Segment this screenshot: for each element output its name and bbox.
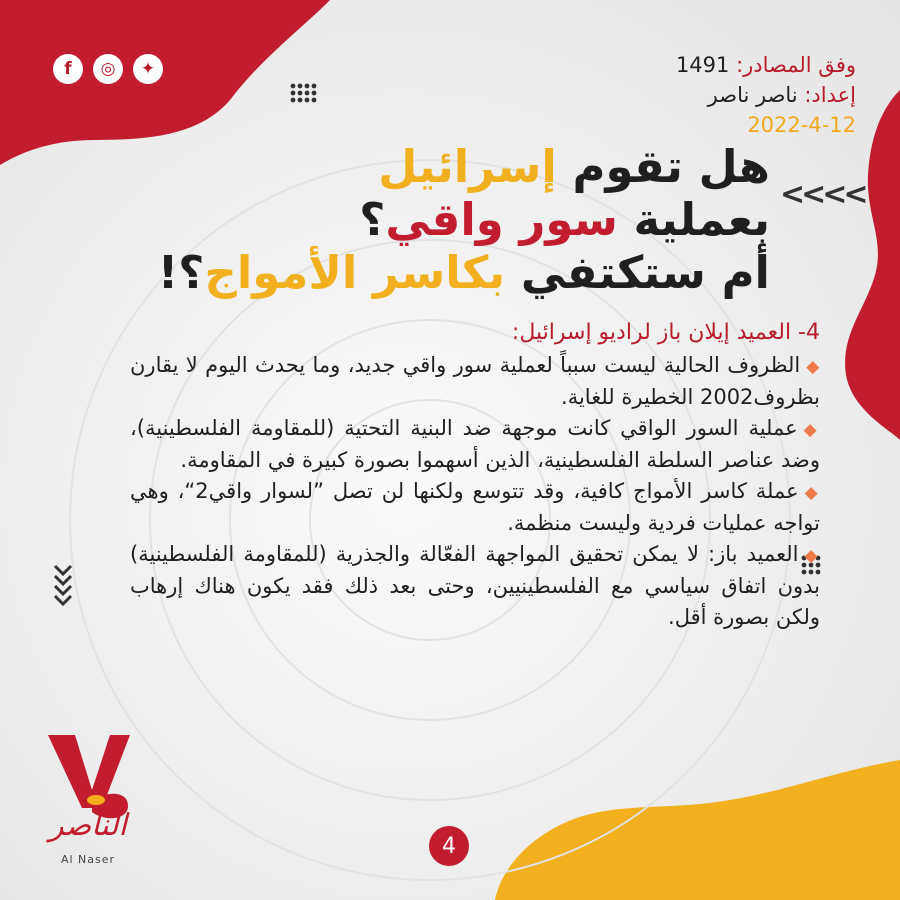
prepared-row: [676, 80, 856, 110]
paragraph-text: عملة كاسر الأمواج كافية، وقد تتوسع ولكنها لن تصل ”لسوار واقي2“، وهي تواجه عمليات فردية وليست منظمة.: [130, 478, 820, 535]
title-line-2: [130, 193, 770, 246]
logo-latin: Al Naser: [60, 853, 116, 866]
title-line-3: [130, 246, 770, 299]
logo-mark: [48, 735, 130, 818]
title-highlight-israel: إسرائيل: [378, 140, 557, 193]
facebook-icon[interactable]: f: [53, 54, 83, 84]
logo-arabic: الناصر: [49, 808, 127, 843]
sources-value: 1491: [675, 53, 730, 77]
chevrons-left-icon: <<<<: [780, 177, 865, 212]
title-text: هل تقوم: [556, 140, 770, 193]
diamond-bullet-icon: ◆: [804, 482, 820, 503]
meta-info: [676, 50, 856, 140]
title-highlight-defensive-shield: سور واقي: [385, 193, 618, 246]
paragraph: [130, 539, 820, 633]
twitter-icon[interactable]: ✦: [133, 54, 163, 84]
yellow-blob-bottom-right: [495, 760, 900, 900]
paragraph: [130, 413, 820, 476]
instagram-icon[interactable]: ◎: [93, 54, 123, 84]
red-blob-right: [845, 90, 900, 440]
prepared-label: إعداد:: [804, 83, 856, 107]
page-title: [130, 140, 770, 299]
paragraph-text: عملية السور الواقي كانت موجهة ضد البنية التحتية (للمقاومة الفلسطينية)، وضد عناصر السلطة الفلسطينية، الذين أسهموا بصورة كبيرة في المقاومة.: [130, 415, 820, 472]
paragraph-text: الظروف الحالية ليست سبباً لعملية سور واقي جديد، وما يحدث اليوم لا يقارن بظروف2002 الخطيرة للغاية.: [130, 352, 820, 409]
page-number-badge: 4: [429, 826, 469, 866]
title-punct: ؟: [359, 193, 386, 246]
paragraph: [130, 350, 820, 413]
social-icons: [53, 54, 163, 84]
paragraph: [130, 476, 820, 539]
title-text: أم ستكتفي: [505, 246, 770, 299]
date: 2022-4-12: [747, 113, 856, 137]
body-content: [130, 318, 820, 632]
title-line-1: [130, 140, 770, 193]
sources-row: [676, 50, 856, 80]
title-punct: ؟!: [157, 246, 205, 299]
title-highlight-breakwater: بكاسر الأمواج: [204, 246, 506, 299]
diamond-bullet-icon: ◆: [804, 545, 821, 566]
title-text: بعملية: [617, 193, 770, 246]
sources-label: وفق المصادر:: [736, 53, 856, 77]
diamond-bullet-icon: ◆: [806, 356, 820, 377]
dot-grid-top: [291, 84, 317, 103]
chevrons-down: [55, 566, 71, 604]
prepared-value: ناصر ناصر: [707, 83, 798, 107]
section-subheading: 4- العميد إيلان باز لراديو إسرائيل:: [511, 320, 820, 345]
paragraph-text: العميد باز: لا يمكن تحقيق المواجهة الفعّالة والجذرية (للمقاومة الفلسطينية) بدون اتفاق سياسي مع الفلسطينيين، وحتى بعد ذلك فقد يكون هناك إرهاب ولكن بصورة أقل.: [130, 541, 820, 629]
diamond-bullet-icon: ◆: [803, 419, 821, 440]
